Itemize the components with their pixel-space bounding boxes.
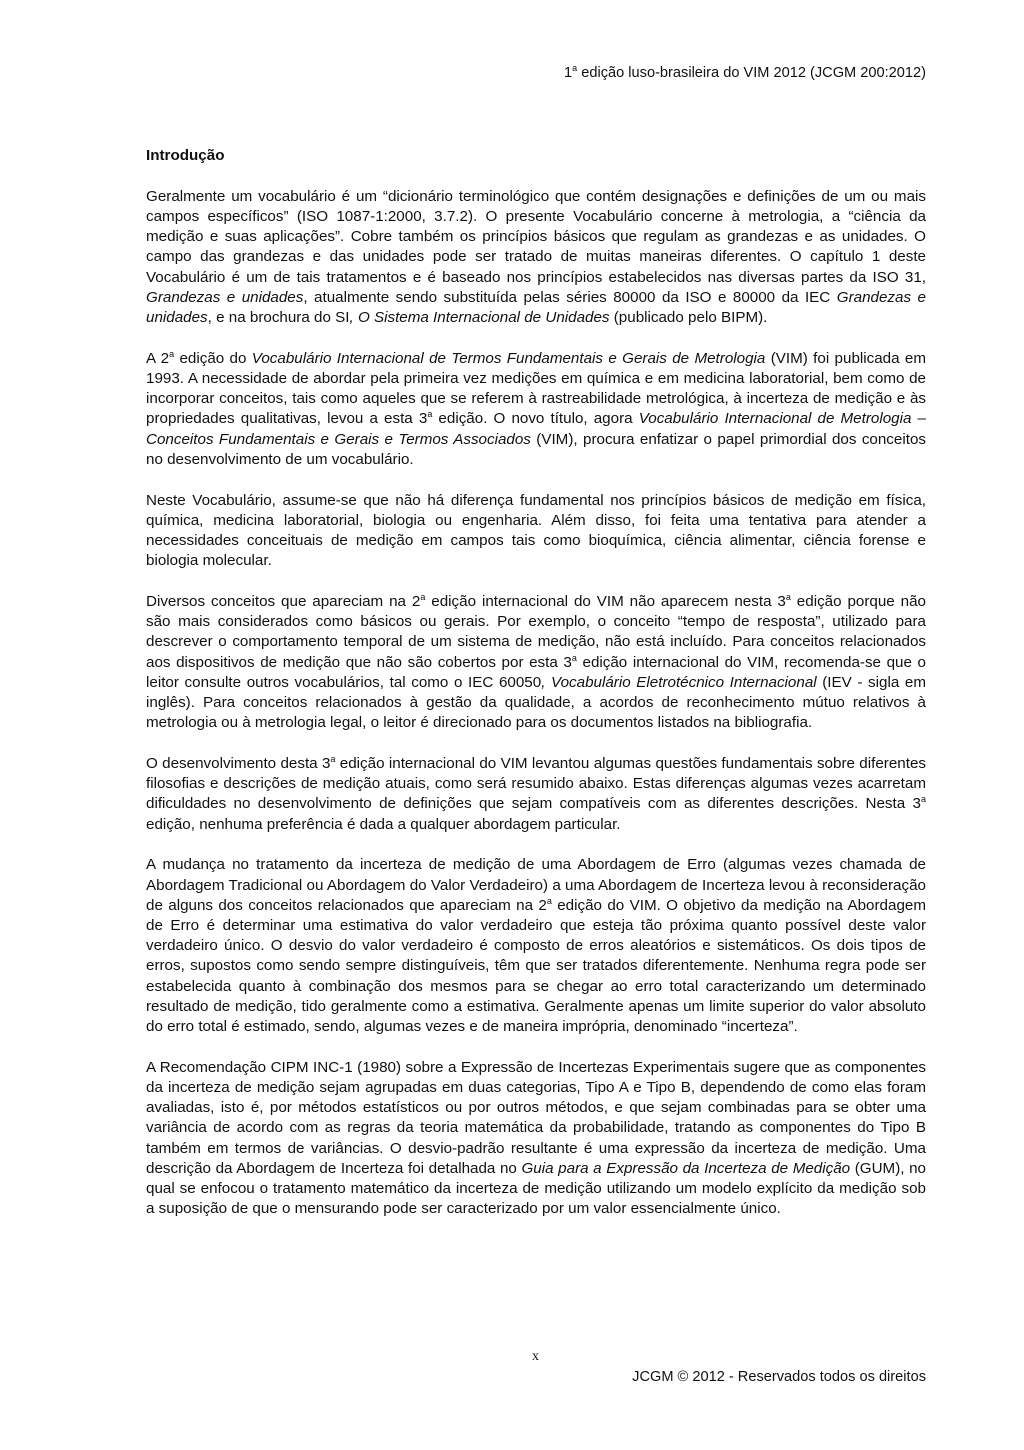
p5-text-a: O desenvolvimento desta 3 (146, 755, 331, 773)
p2-sup-1: a (169, 348, 175, 359)
p1-text-c: , atualmente sendo substituída pelas séries 80000 da ISO e 80000 da IEC (303, 288, 837, 306)
paragraph-4 (146, 592, 926, 733)
p6-text-a: A mudança no tratamento da incerteza de medição de uma Abordagem de Erro (algumas vezes chamada de Abordagem Tradicional ou Abordagem do Valor Verdadeiro) a uma Abordagem de Incerteza levou à reconsideração de alguns dos conceitos relacionados que apareciam na 2 (146, 856, 926, 914)
p2-text-g: (VIM), procura enfatizar o papel primordial dos conceitos no desenvolvimento de um vocabulário. (146, 430, 926, 468)
p1-text-a: Geralmente um vocabulário é um “dicionário terminológico que contém designações e definições de um ou mais campos específicos” (ISO 1087-1:2000, 3.7.2). O presente Vocabulário concerne à metrologia, a “ciência da medição e suas aplicações”. Cobre também os princípios básicos que regulam as grandezas e as unidades. O campo das grandezas e das unidades pode ser tratado de muitas maneiras diferentes. O capítulo 1 deste Vocabulário é um de tais tratamentos e é baseado nos princípios estabelecidos nas diversas partes da ISO 31, (146, 187, 926, 286)
p6-text-b: edição do VIM. O objetivo da medição na Abordagem de Erro é determinar uma estimativa do valor verdadeiro que esteja tão próxima quanto possível deste valor verdadeiro único. O desvio do valor verdadeiro é composto de erros aleatórios e sistemáticos. Os dois tipos de erros, supostos como sendo sempre distinguíveis, têm que ser tratados diferentemente. Nenhuma regra pode ser estabelecida quanto à combinação dos mesmos para se chegar ao erro total caracterizando um determinado resultado de medição, tido geralmente como a estimativa. Geralmente apenas um limite superior do valor absoluto do erro total é estimado, sendo, algumas vezes e de maneira imprópria, denominado “incerteza”. (146, 896, 926, 1036)
p7-italic-b: Guia para a Expressão da Incerteza de Medição (521, 1159, 851, 1177)
page-footer: JCGM © 2012 - Reservados todos os direitos (632, 1369, 926, 1385)
p2-italic-f: Vocabulário Internacional de Metrologia – Conceitos Fundamentais e Gerais e Termos Associados (146, 410, 926, 448)
p2-sup-2: a (427, 409, 433, 420)
paragraph-7 (146, 1058, 926, 1220)
edition-text: edição luso-brasileira do VIM 2012 (JCGM 200:2012) (577, 65, 926, 81)
paragraph-2 (146, 349, 926, 470)
p1-text-e: , e na brochura do SI (207, 309, 350, 327)
p2-text-b: edição do (174, 349, 252, 367)
p2-text-a: A 2 (146, 349, 170, 367)
paragraph-6 (146, 855, 926, 1037)
p5-text-c: edição, nenhuma preferência é dada a qualquer abordagem particular. (146, 815, 621, 833)
edition-superscript: a (572, 63, 578, 73)
paragraph-3: Neste Vocabulário, assume-se que não há diferença fundamental nos princípios básicos de medição em física, química, medicina laboratorial, biologia ou engenharia. Além disso, foi feita uma tentativa para atender a necessidades conceituais de medição em campos tais como bioquímica, ciência alimentar, ciência forense e biologia molecular. (146, 491, 926, 570)
p4-text-c: edição porque não são mais considerados como básicos ou gerais. Por exemplo, o conceito “tempo de resposta”, utilizado para descrever o comportamento temporal de um sistema de medição, não está incluído. Para conceitos relacionados aos dispositivos de medição que não são cobertos por esta 3 (146, 593, 926, 671)
p1-text-g: (publicado pelo BIPM). (609, 309, 768, 327)
p2-text-d: (VIM) foi publicada em 1993. A necessidade de abordar pela primeira vez medições em química e em medicina laboratorial, bem como de incorporar conceitos, tais como aqueles que se referem à rastreabilidade metrológica, à incerteza de medição e às propriedades qualitativas, levou a esta 3 (146, 349, 927, 428)
p1-italic-f: , O Sistema Internacional de Unidades (349, 309, 610, 327)
p7-text-c: (GUM), no qual se enfocou o tratamento matemático da incerteza de medição utilizando um modelo explícito da medição sob a suposição de que o mensurando pode ser caracterizado por um valor essencialmente único. (146, 1159, 926, 1218)
page-number: x (532, 1349, 539, 1364)
p4-text-d: edição internacional do VIM, recomenda-se que o leitor consulte outros vocabulários, tal como o IEC 60050 (146, 653, 926, 691)
paragraph-1 (146, 187, 926, 328)
p2-italic-c: Vocabulário Internacional de Termos Fundamentais e Gerais de Metrologia (251, 349, 766, 367)
p4-sup-1: a (420, 592, 426, 603)
page-header (564, 64, 926, 82)
p6-sup-1: a (546, 895, 552, 906)
edition-number: 1 (564, 65, 573, 81)
p4-sup-2: a (785, 592, 791, 603)
p1-italic-d: Grandezas e unidades (146, 288, 926, 327)
p7-text-a: A Recomendação CIPM INC-1 (1980) sobre a Expressão de Incertezas Experimentais sugere que as componentes da incerteza de medição sejam agrupadas em duas categorias, Tipo A e Tipo B, dependendo de como elas foram avaliadas, isto é, por métodos estatísticos ou por outros métodos, e que sejam combinadas para se obter uma variância de acordo com as regras da teoria matemática da probabilidade, tratando as componentes do Tipo B também em termos de variâncias. O desvio-padrão resultante é uma expressão da incerteza de medição. Uma descrição da Abordagem de Incerteza foi detalhada no (146, 1058, 926, 1177)
p4-sup-3: a (571, 652, 577, 663)
section-title: Introdução (146, 147, 225, 164)
p4-italic-e: , Vocabulário Eletrotécnico Internacional (541, 673, 817, 691)
p2-text-e: edição. O novo título, agora (432, 410, 639, 428)
p4-text-f: (IEV - sigla em inglês). Para conceitos relacionados à gestão da qualidade, a acordos de reconhecimento mútuo relativos à metrologia ou à metrologia legal, o leitor é direcionado para os documentos listados na bibliografia. (146, 673, 926, 732)
paragraph-5 (146, 754, 926, 835)
p4-text-a: Diversos conceitos que apareciam na 2 (146, 593, 421, 611)
p5-sup-1: a (330, 754, 336, 765)
document-body (146, 146, 926, 1240)
p4-text-b: edição internacional do VIM não aparecem nesta 3 (425, 593, 786, 611)
p5-text-b: edição internacional do VIM levantou algumas questões fundamentais sobre diferentes filosofias e descrições de medição atuais, como será resumido abaixo. Estas diferenças algumas vezes acarretam dificuldades no desenvolvimento de definições que sejam compatíveis com as diferentes descrições. Nesta 3 (146, 755, 926, 813)
p1-italic-b: Grandezas e unidades (146, 288, 304, 306)
p5-sup-2: a (920, 794, 926, 805)
